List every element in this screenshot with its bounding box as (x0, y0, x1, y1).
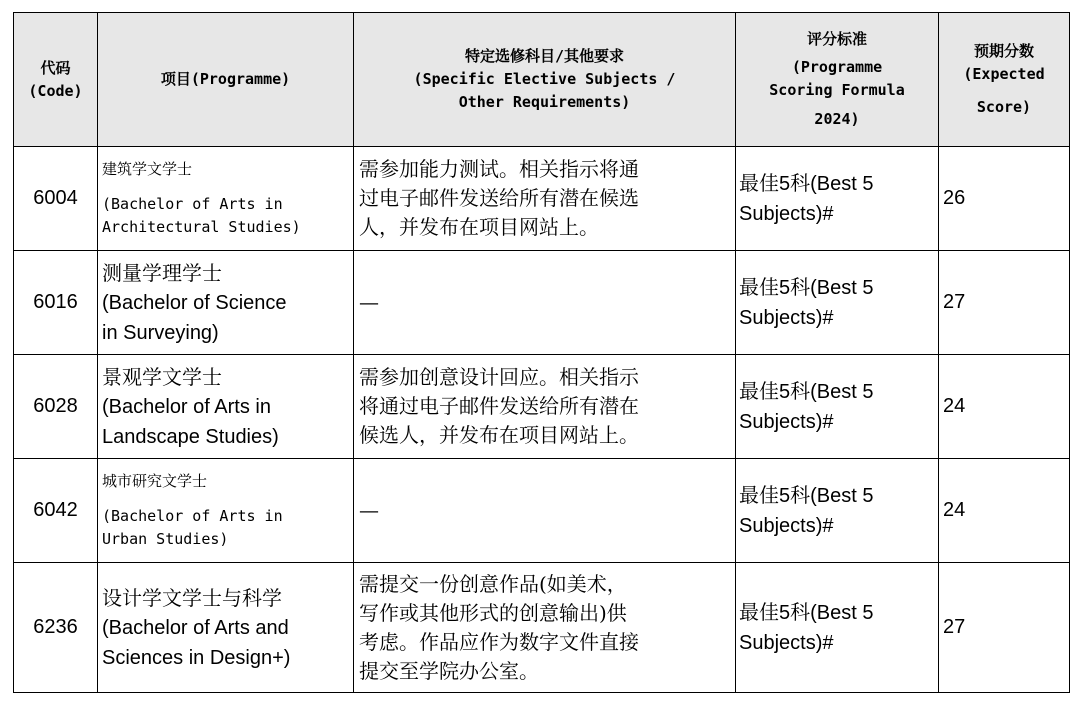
programme-name-cn: 景观学文学士 (102, 364, 222, 389)
header-expected-cn: 预期分数 (973, 42, 1034, 60)
scoring-line-1: 最佳5科(Best 5 (739, 172, 874, 195)
row-programme (98, 251, 354, 355)
programme-name-cn: 城市研究文学士 (102, 472, 208, 490)
programme-name-en-1: (Bachelor of Science (102, 291, 287, 314)
scoring-line-1: 最佳5科(Best 5 (739, 380, 874, 403)
programme-name-en-1: (Bachelor of Arts and (102, 616, 289, 639)
header-scoring-en2: Scoring Formula (769, 81, 905, 99)
scoring-line-2: Subjects)# (739, 306, 834, 329)
row-requirements (354, 251, 736, 355)
row-scoring (736, 147, 939, 251)
row-scoring (736, 251, 939, 355)
programme-name-en-1: (Bachelor of Arts in (102, 195, 283, 213)
programme-name-en-2: Architectural Studies) (102, 218, 301, 236)
programme-name-cn: 测量学理学士 (102, 260, 222, 285)
row-expected-score: 27 (939, 251, 1070, 355)
requirement-line: 需提交一份创意作品(如美术， (359, 571, 627, 596)
scoring-line-2: Subjects)# (739, 202, 834, 225)
programme-name-en-2: Landscape Studies) (102, 425, 279, 448)
programme-name-en-1: (Bachelor of Arts in (102, 395, 271, 418)
header-requirements-cn: 特定选修科目/其他要求 (464, 47, 625, 65)
header-programme-label: 项目(Programme) (160, 70, 291, 88)
table-row (14, 147, 1070, 251)
scoring-line-2: Subjects)# (739, 410, 834, 433)
row-expected-score: 26 (939, 147, 1070, 251)
table-row (14, 251, 1070, 355)
header-expected-en2: Score) (976, 98, 1032, 116)
row-code: 6004 (14, 147, 98, 251)
scoring-line-1: 最佳5科(Best 5 (739, 484, 874, 507)
header-code (14, 13, 98, 147)
table-row (14, 355, 1070, 459)
row-expected-score: 24 (939, 355, 1070, 459)
scoring-line-1: 最佳5科(Best 5 (739, 601, 874, 624)
programme-name-cn: 设计学文学士与科学 (102, 585, 282, 610)
row-requirements (354, 459, 736, 563)
header-row (14, 13, 1070, 147)
header-programme (98, 13, 354, 147)
table-row (14, 563, 1070, 693)
table-header (14, 13, 1070, 147)
programme-name-en-2: Urban Studies) (102, 530, 229, 548)
header-code-cn: 代码 (40, 58, 71, 77)
row-code: 6236 (14, 563, 98, 693)
row-programme (98, 563, 354, 693)
header-scoring-cn: 评分标准 (806, 30, 867, 48)
row-scoring (736, 563, 939, 693)
requirement-line: 需参加创意设计回应。相关指示 (359, 365, 639, 389)
programme-name-en-2: in Surveying) (102, 321, 219, 344)
header-expected-en1: (Expected (963, 65, 1045, 83)
header-code-en: (Code) (28, 81, 83, 100)
row-code: 6042 (14, 459, 98, 563)
header-scoring-en1: (Programme (791, 58, 883, 76)
row-programme (98, 459, 354, 563)
requirement-dash: — (359, 498, 379, 522)
requirement-line: 过电子邮件发送给所有潜在候选 (359, 186, 639, 210)
table-body (14, 147, 1070, 693)
row-programme (98, 147, 354, 251)
header-requirements (354, 13, 736, 147)
row-programme (98, 355, 354, 459)
requirement-dash: — (359, 290, 379, 314)
requirement-line: 候选人，并发布在项目网站上。 (359, 423, 639, 447)
programme-name-en-1: (Bachelor of Arts in (102, 507, 283, 525)
scoring-line-2: Subjects)# (739, 631, 834, 654)
header-scoring (736, 13, 939, 147)
scoring-line-2: Subjects)# (739, 514, 834, 537)
row-scoring (736, 459, 939, 563)
programme-table (13, 12, 1070, 693)
table-row (14, 459, 1070, 563)
row-expected-score: 27 (939, 563, 1070, 693)
row-requirements (354, 563, 736, 693)
header-expected (939, 13, 1070, 147)
row-code: 6016 (14, 251, 98, 355)
row-scoring (736, 355, 939, 459)
header-requirements-en1: (Specific Elective Subjects / (413, 70, 676, 88)
row-expected-score: 24 (939, 459, 1070, 563)
row-requirements (354, 147, 736, 251)
header-requirements-en2: Other Requirements) (458, 93, 631, 111)
requirement-line: 写作或其他形式的创意输出)供 (359, 600, 627, 625)
programme-name-en-2: Sciences in Design+) (102, 646, 291, 669)
header-scoring-en3: 2024) (814, 110, 860, 128)
requirement-line: 将通过电子邮件发送给所有潜在 (359, 394, 639, 418)
row-requirements (354, 355, 736, 459)
requirement-line: 人，并发布在项目网站上。 (359, 215, 599, 239)
requirement-line: 提交至学院办公室。 (359, 658, 539, 683)
scoring-line-1: 最佳5科(Best 5 (739, 276, 874, 299)
row-code: 6028 (14, 355, 98, 459)
requirement-line: 考虑。作品应作为数字文件直接 (359, 629, 639, 654)
requirement-line: 需参加能力测试。相关指示将通 (359, 157, 639, 181)
programme-name-cn: 建筑学文学士 (102, 160, 193, 178)
